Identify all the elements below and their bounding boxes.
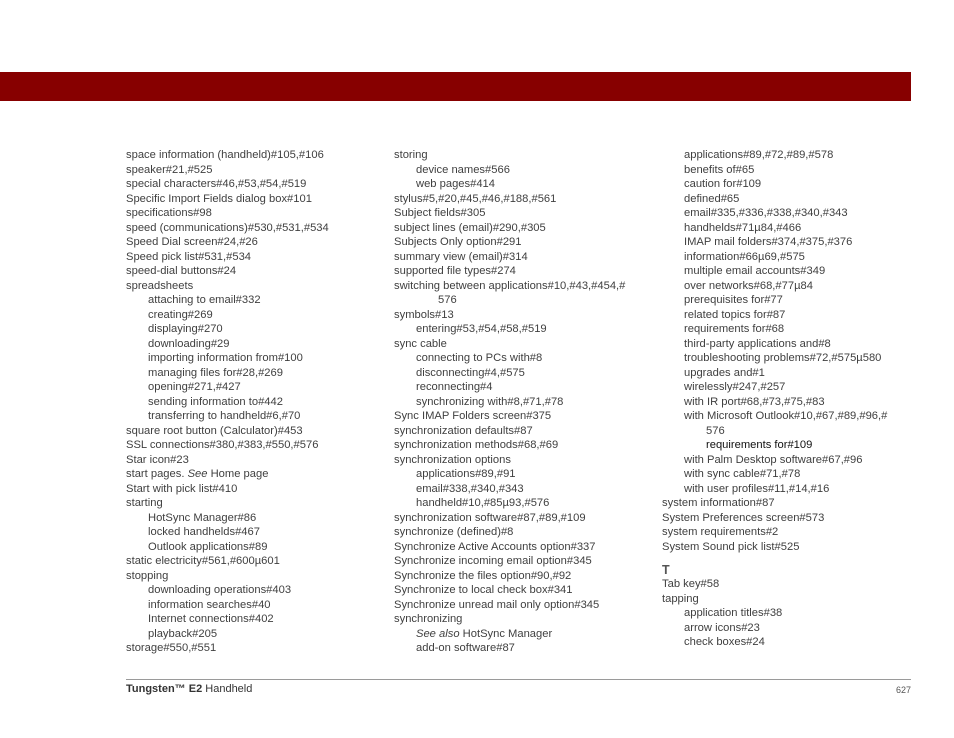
entry-text: start pages. [126, 468, 188, 480]
index-column-3 [662, 148, 912, 650]
index-subentry: upgrades and#1 [684, 366, 765, 379]
index-subentry: transferring to handheld#6,#70 [148, 410, 301, 422]
index-entry: Synchronize Active Accounts option#337 [394, 540, 596, 553]
index-subentry: managing files for#28,#269 [148, 366, 283, 379]
index-subentry [394, 627, 652, 642]
index-subentry: requirements for#109 [706, 439, 813, 451]
index-subentry: locked handhelds#467 [148, 526, 260, 538]
index-subentry: handhelds#71µ84,#466 [684, 221, 802, 234]
index-subentry: multiple email accounts#349 [684, 265, 826, 277]
index-subentry: Outlook applications#89 [148, 540, 268, 553]
index-subentry: information searches#40 [148, 598, 271, 611]
index-entry: Speed pick list#531,#534 [126, 250, 252, 263]
index-entry: tapping [662, 592, 699, 605]
index-entry: specifications#98 [126, 207, 212, 219]
index-subentry: with sync cable#71,#78 [684, 468, 801, 480]
index-entry: System Sound pick list#525 [662, 540, 800, 553]
index-letter-heading: T [662, 563, 670, 577]
index-entry: storing [394, 149, 428, 161]
index-subentry: handheld#10,#85µ93,#576 [416, 497, 550, 509]
page-number: 627 [895, 685, 911, 695]
index-entry: switching between applications#10,#43,#454,# [394, 279, 626, 292]
index-entry [126, 467, 366, 482]
index-entry-continuation: 576 [438, 294, 457, 306]
index-entry: Subjects Only option#291 [394, 236, 522, 248]
index-subentry: opening#271,#427 [148, 381, 241, 393]
index-entry: storage#550,#551 [126, 642, 217, 654]
index-subentry: prerequisites for#77 [684, 294, 783, 306]
index-entry: synchronize (defined)#8 [394, 526, 514, 538]
index-entry: Specific Import Fields dialog box#101 [126, 192, 312, 205]
index-entry: synchronization defaults#87 [394, 424, 533, 437]
index-subentry: troubleshooting problems#72,#575µ580 [684, 352, 882, 364]
index-subentry: device names#566 [416, 163, 510, 176]
index-entry: synchronization methods#68,#69 [394, 439, 559, 451]
footer-divider [126, 679, 911, 680]
index-entry: Synchronize incoming email option#345 [394, 555, 592, 567]
index-entry: SSL connections#380,#383,#550,#576 [126, 439, 319, 451]
index-column-1 [126, 148, 366, 656]
index-subentry: IMAP mail folders#374,#375,#376 [684, 236, 853, 248]
index-subentry: wirelessly#247,#257 [684, 381, 786, 393]
index-subentry: web pages#414 [416, 178, 496, 190]
index-entry: supported file types#274 [394, 265, 516, 277]
header-banner [0, 72, 911, 101]
index-entry: System Preferences screen#573 [662, 511, 825, 524]
index-entry: Synchronize to local check box#341 [394, 584, 573, 596]
index-entry: spreadsheets [126, 279, 194, 292]
index-subentry: application titles#38 [684, 607, 783, 619]
index-entry: Subject fields#305 [394, 207, 486, 219]
index-column-2 [394, 148, 652, 656]
index-entry: synchronization options [394, 453, 511, 466]
index-subentry: with user profiles#11,#14,#16 [684, 482, 830, 495]
index-subentry: reconnecting#4 [416, 381, 493, 393]
index-entry: speaker#21,#525 [126, 163, 213, 176]
index-subentry: applications#89,#72,#89,#578 [684, 149, 834, 161]
index-subentry: HotSync Manager#86 [148, 511, 257, 524]
index-subentry: downloading operations#403 [148, 584, 292, 596]
index-subentry: caution for#109 [684, 178, 762, 190]
index-subentry: synchronizing with#8,#71,#78 [416, 395, 564, 408]
index-subentry: displaying#270 [148, 323, 223, 335]
index-entry: Synchronize the files option#90,#92 [394, 569, 572, 582]
index-entry: symbols#13 [394, 308, 454, 321]
index-entry: speed-dial buttons#24 [126, 265, 237, 277]
index-subentry: with IR port#68,#73,#75,#83 [684, 395, 825, 408]
index-subentry: attaching to email#332 [148, 294, 261, 306]
index-entry: subject lines (email)#290,#305 [394, 221, 546, 234]
footer-title [126, 683, 252, 695]
footer-product: Tungsten™ E2 [126, 683, 203, 695]
index-subentry: check boxes#24 [684, 636, 765, 648]
index-entry: system requirements#2 [662, 526, 779, 538]
index-entry: Tab key#58 [662, 578, 720, 590]
index-subentry: information#66µ69,#575 [684, 250, 805, 263]
index-subentry: email#338,#340,#343 [416, 482, 524, 495]
index-subentry: third-party applications and#8 [684, 337, 831, 350]
index-subentry: with Palm Desktop software#67,#96 [684, 453, 863, 466]
index-subentry: connecting to PCs with#8 [416, 352, 543, 364]
index-subentry: email#335,#336,#338,#340,#343 [684, 207, 848, 219]
index-entry: Star icon#23 [126, 453, 189, 466]
index-entry: Sync IMAP Folders screen#375 [394, 410, 552, 422]
cross-reference-target: HotSync Manager [459, 627, 553, 640]
index-entry: system information#87 [662, 497, 775, 509]
index-entry: synchronization software#87,#89,#109 [394, 511, 586, 524]
index-subentry: Internet connections#402 [148, 613, 274, 625]
index-entry: stopping [126, 569, 169, 582]
cross-reference-label: See also [416, 627, 460, 640]
index-subentry: related topics for#87 [684, 308, 786, 321]
cross-reference-target: Home page [207, 468, 269, 480]
index-subentry: downloading#29 [148, 337, 230, 350]
index-subentry: disconnecting#4,#575 [416, 366, 525, 379]
index-subentry: add-on software#87 [416, 642, 515, 654]
index-subentry: creating#269 [148, 308, 213, 321]
index-subentry: playback#205 [148, 627, 218, 640]
index-entry-continuation: 576 [706, 424, 725, 437]
index-subentry: applications#89,#91 [416, 468, 516, 480]
index-entry: starting [126, 497, 163, 509]
index-subentry: importing information from#100 [148, 352, 303, 364]
index-entry: sync cable [394, 337, 447, 350]
index-entry: Speed Dial screen#24,#26 [126, 236, 258, 248]
index-subentry: requirements for#68 [684, 323, 785, 335]
index-subentry: sending information to#442 [148, 395, 283, 408]
index-entry: Synchronize unread mail only option#345 [394, 598, 600, 611]
index-subentry: with Microsoft Outlook#10,#67,#89,#96,# [684, 410, 888, 422]
index-entry: square root button (Calculator)#453 [126, 424, 303, 437]
index-entry: special characters#46,#53,#54,#519 [126, 178, 307, 190]
index-entry: stylus#5,#20,#45,#46,#188,#561 [394, 192, 557, 205]
index-subentry: entering#53,#54,#58,#519 [416, 323, 547, 335]
index-entry: synchronizing [394, 613, 463, 625]
index-subentry: arrow icons#23 [684, 621, 760, 634]
cross-reference-label: See [187, 468, 208, 480]
index-subentry: defined#65 [684, 192, 740, 205]
footer-suffix: Handheld [205, 683, 253, 695]
index-entry: summary view (email)#314 [394, 250, 528, 263]
index-entry: space information (handheld)#105,#106 [126, 149, 324, 161]
index-entry: Start with pick list#410 [126, 482, 238, 495]
index-entry: static electricity#561,#600µ601 [126, 555, 280, 567]
index-subentry: benefits of#65 [684, 163, 755, 176]
index-entry: speed (communications)#530,#531,#534 [126, 221, 329, 234]
index-subentry: over networks#68,#77µ84 [684, 279, 813, 292]
